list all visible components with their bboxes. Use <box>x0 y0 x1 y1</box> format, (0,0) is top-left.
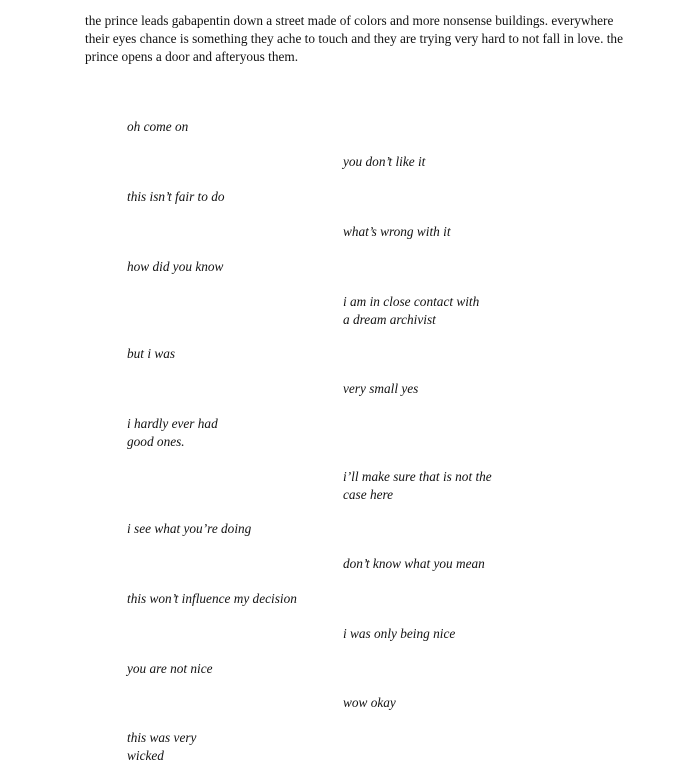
dialogue-line-right <box>343 468 492 503</box>
dialogue-line-left <box>127 118 188 136</box>
dialogue-line-right <box>343 555 485 573</box>
dialogue-text: i hardly ever had <box>127 416 218 431</box>
dialogue-text: i am in close contact with <box>343 294 480 309</box>
intro-paragraph: the prince leads gabapentin down a street made of colors and more nonsense buildings. everywhere their eyes chance is something they ache to touch and they are trying very hard to not fall in love. the prince opens a door and afteryous them. <box>85 13 623 64</box>
dialogue-text: good ones. <box>127 433 185 449</box>
dialogue-line-left <box>127 188 225 206</box>
dialogue-text: you don’t like it <box>343 154 426 169</box>
dialogue-line-left <box>127 590 297 608</box>
dialogue-text: what’s wrong with it <box>343 224 451 239</box>
dialogue-line-right <box>343 223 451 241</box>
dialogue-line-left <box>127 660 213 678</box>
dialogue-text: very small yes <box>343 381 419 396</box>
dialogue-text: you are not nice <box>127 661 213 676</box>
dialogue-text: don’t know what you mean <box>343 556 485 571</box>
dialogue-text: a dream archivist <box>343 311 436 327</box>
dialogue-text: this was very <box>127 730 197 745</box>
dialogue-text: i was only being nice <box>343 626 456 641</box>
dialogue-line-right <box>343 625 455 643</box>
dialogue-line-right <box>343 694 396 712</box>
dialogue-line-left <box>127 258 223 276</box>
dialogue-line-left <box>127 729 196 764</box>
dialogue-text: this isn’t fair to do <box>127 189 225 204</box>
dialogue-line-left <box>127 520 251 538</box>
dialogue-text: oh come on <box>127 119 189 134</box>
dialogue-line-left <box>127 415 218 450</box>
dialogue-line-right <box>343 153 425 171</box>
dialogue-text: but i was <box>127 346 176 361</box>
dialogue-line-right <box>343 380 418 398</box>
dialogue-line-right <box>343 293 479 328</box>
dialogue-text: i see what you’re doing <box>127 521 252 536</box>
dialogue-text: how did you know <box>127 259 224 274</box>
dialogue-text: this won’t influence my decision <box>127 591 297 606</box>
dialogue-text: i’ll make sure that is not the <box>343 469 492 484</box>
dialogue-line-left <box>127 345 175 363</box>
dialogue-text: wicked <box>127 747 164 763</box>
dialogue-text: wow okay <box>343 695 396 710</box>
dialogue-text: case here <box>343 486 394 502</box>
